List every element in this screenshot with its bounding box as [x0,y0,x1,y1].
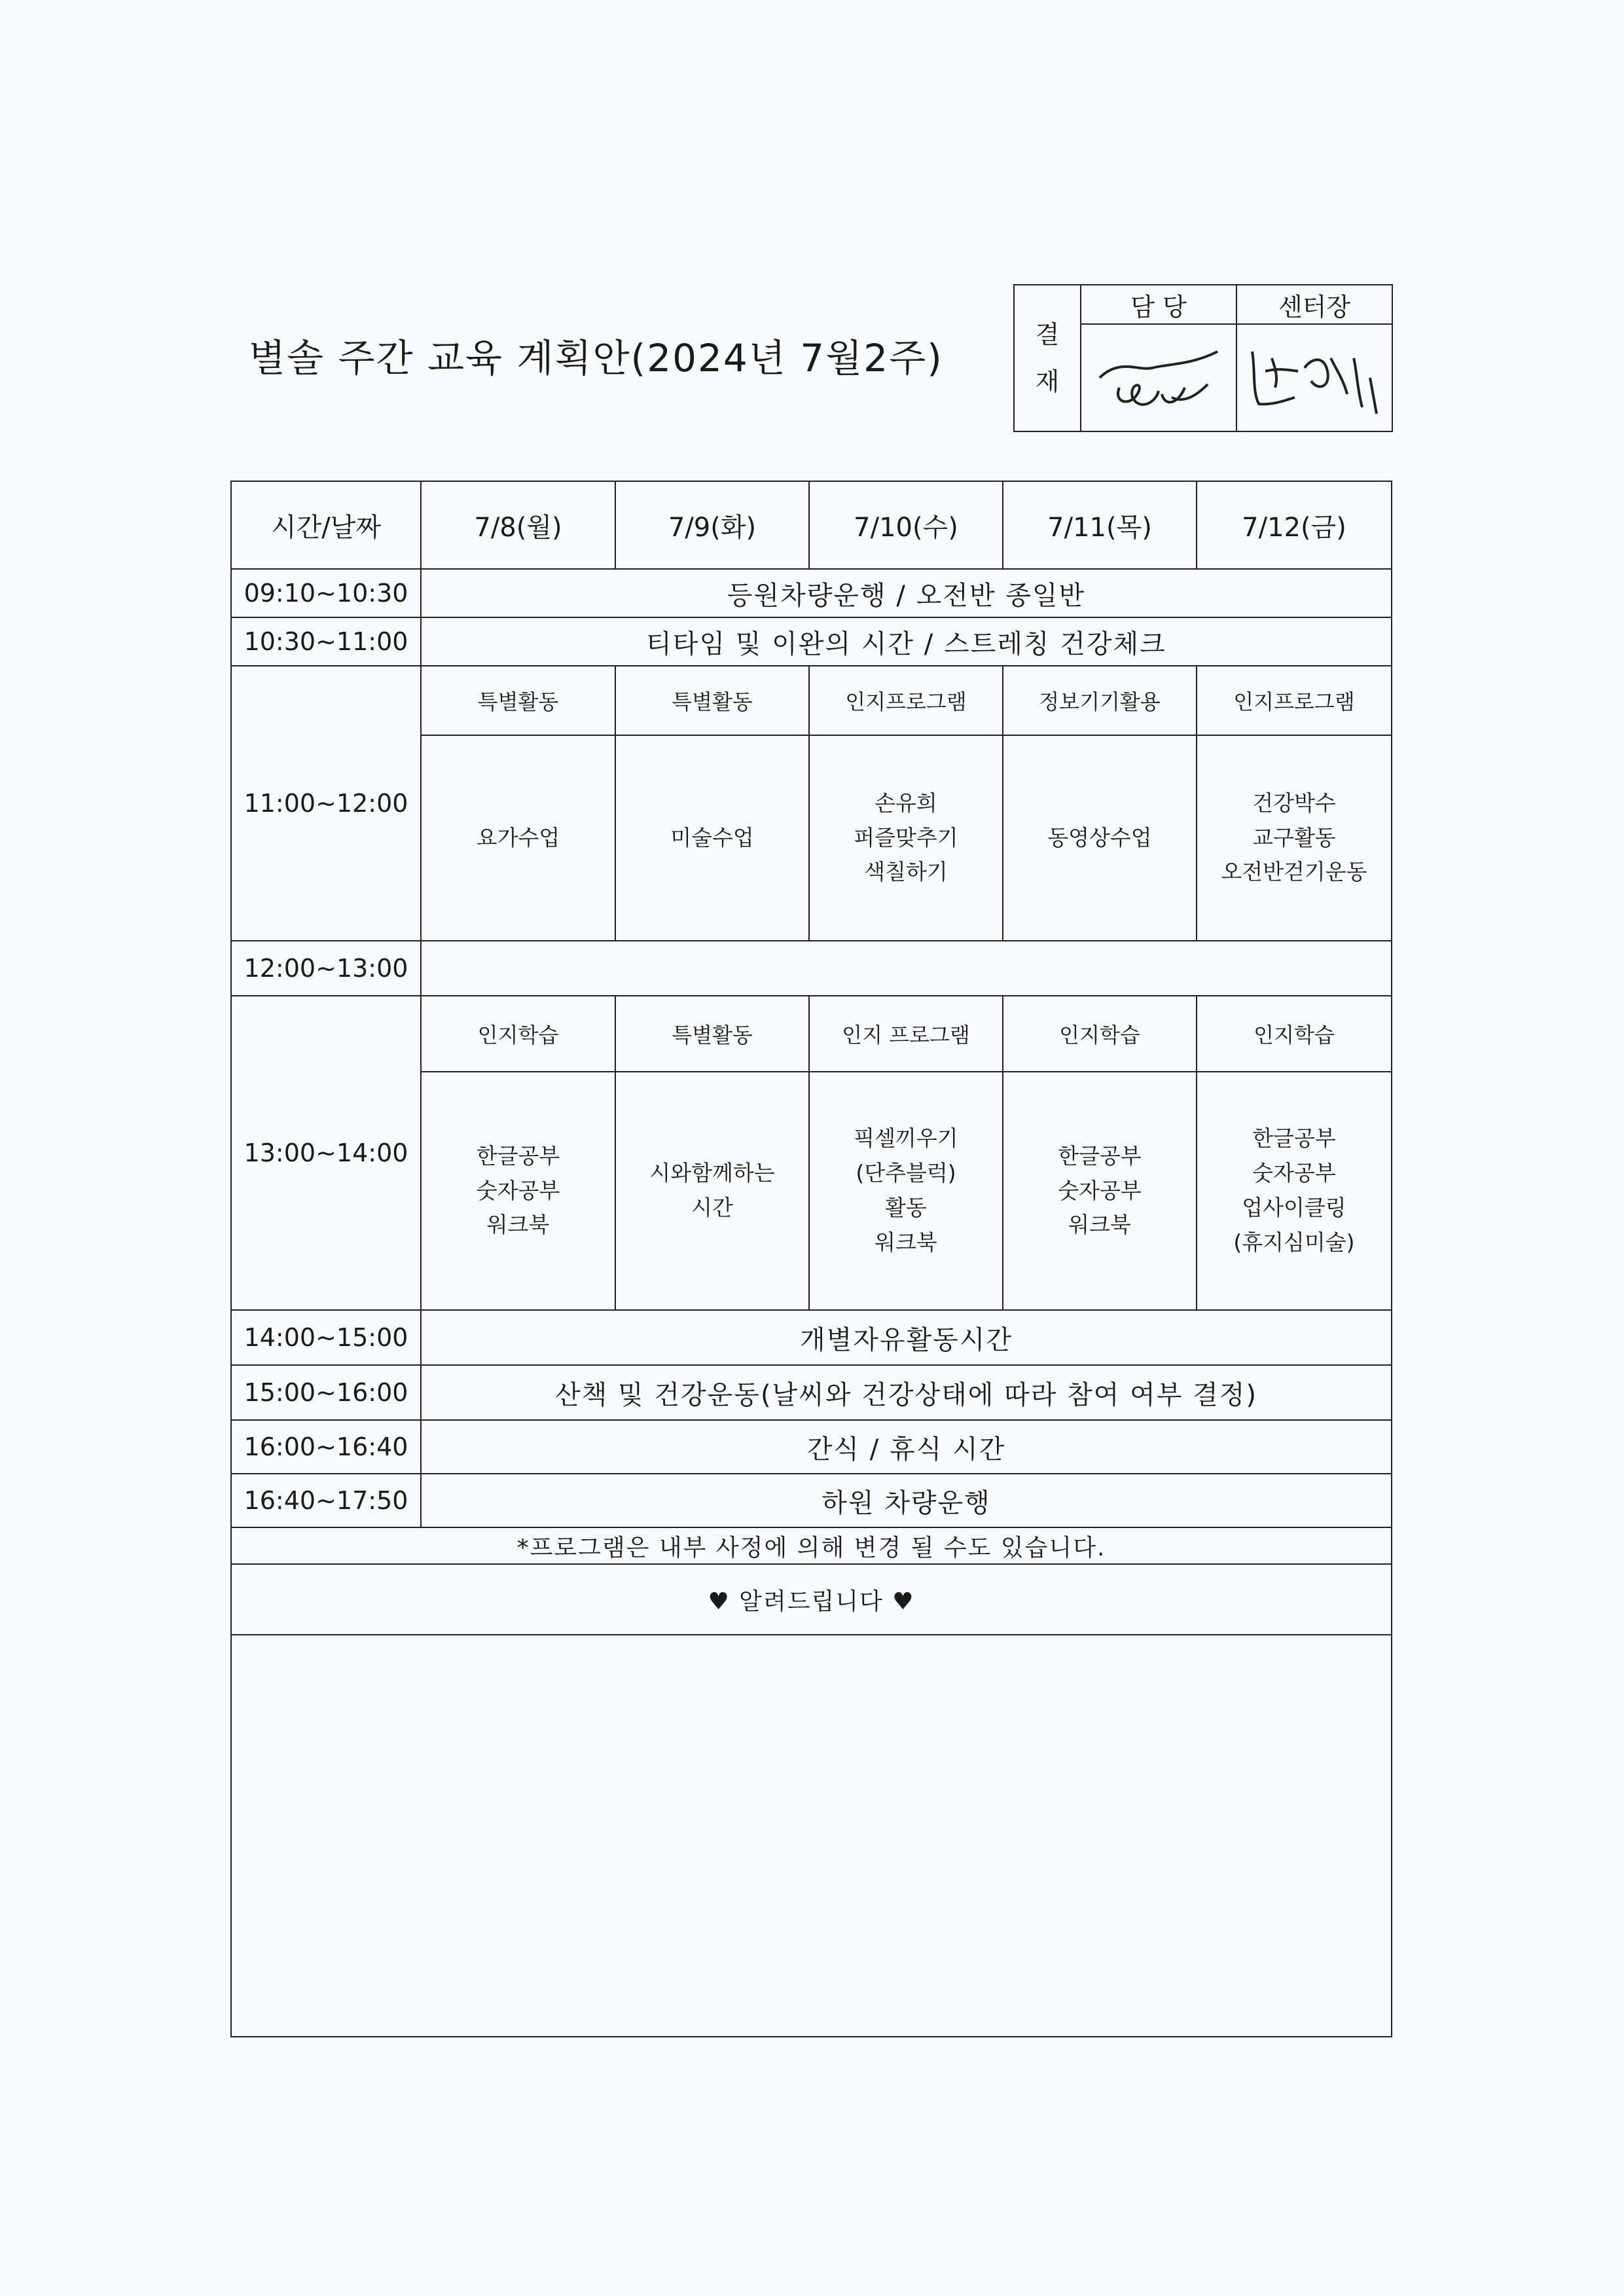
category-cell: 특별활동 [615,996,809,1072]
activity-cell [1197,735,1392,941]
change-note: *프로그램은 내부 사정에 의해 변경 될 수도 있습니다. [231,1527,1392,1564]
activity-line: 숫자공부 [1252,1160,1336,1186]
time-cell: 16:00~16:40 [231,1420,421,1474]
category-cell: 특별활동 [615,666,809,735]
activity-line: 숫자공부 [1058,1177,1142,1203]
activity-line: 시간 [691,1195,733,1220]
weekly-schedule-table [230,481,1392,2037]
category-cell: 인지학습 [1197,996,1392,1072]
activity-cell [809,735,1003,941]
activity-cell [421,941,1392,996]
page-title: 별솔 주간 교육 계획안(2024년 7월2주) [249,336,943,380]
activity-line: 오전반걷기운동 [1221,859,1367,885]
activity-line: 워크북 [1068,1212,1131,1238]
time-cell: 15:00~16:00 [231,1365,421,1420]
header-day-mon: 7/8(월) [421,481,615,569]
activity-line: 색칠하기 [864,859,948,885]
note-row [231,1527,1392,1564]
header-day-tue: 7/9(화) [615,481,809,569]
activity-line: 건강박수 [1252,790,1336,816]
category-cell: 인지학습 [421,996,615,1072]
category-cell: 인지프로그램 [1197,666,1392,735]
notice-body [231,1635,1392,2037]
row-1640 [231,1474,1392,1527]
notice-header-row [231,1564,1392,1635]
director-signature-drawing [1239,332,1390,424]
activity-cell [1003,1072,1197,1310]
activity-line: 한글공부 [1058,1142,1142,1169]
row-1030 [231,617,1392,666]
row-1100-categories [231,666,1392,735]
approval-label-bottom: 재 [1035,367,1060,396]
row-1200 [231,941,1392,996]
activity-line: 한글공부 [1252,1125,1336,1152]
activity-cell [1003,735,1197,941]
time-cell: 11:00~12:00 [231,666,421,941]
time-cell: 13:00~14:00 [231,996,421,1310]
director-signature [1236,324,1392,431]
category-cell: 정보기기활용 [1003,666,1197,735]
activity-cell [615,1072,809,1310]
activity-line: 숫자공부 [476,1177,560,1203]
category-cell: 인지프로그램 [809,666,1003,735]
heart-icon: ♥ [892,1588,915,1615]
category-cell: 특별활동 [421,666,615,735]
activity-line: 미술수업 [670,824,754,850]
activity-line: 업사이클링 [1242,1195,1346,1220]
time-cell: 09:10~10:30 [231,569,421,617]
activity-line: 워크북 [875,1229,937,1255]
activity-line: 요가수업 [476,824,560,850]
activity-cell: 간식 / 휴식 시간 [421,1420,1392,1474]
activity-cell [421,735,615,941]
notice-title: 알려드립니다 [739,1588,884,1615]
header-row [231,481,1392,569]
notice-header [231,1564,1392,1635]
activity-line: 시와함께하는 [649,1160,775,1186]
activity-cell: 하원 차량운행 [421,1474,1392,1527]
row-1400 [231,1310,1392,1365]
heart-icon: ♥ [708,1588,731,1615]
activity-line: 워크북 [486,1212,550,1238]
row-1300-categories [231,996,1392,1072]
category-cell: 인지 프로그램 [809,996,1003,1072]
row-1600 [231,1420,1392,1474]
activity-line: (휴지심미술) [1233,1229,1355,1255]
activity-cell [1197,1072,1392,1310]
approval-label-top: 결 [1035,319,1060,349]
time-cell: 10:30~11:00 [231,617,421,666]
activity-cell [421,1072,615,1310]
activity-cell: 산책 및 건강운동(날씨와 건강상태에 따라 참여 여부 결정) [421,1365,1392,1420]
activity-line: 교구활동 [1252,824,1336,850]
activity-line: 동영상수업 [1047,824,1152,850]
header-day-wed: 7/10(수) [809,481,1003,569]
manager-signature [1081,324,1236,431]
activity-line: 픽셀끼우기 [854,1125,958,1152]
header-corner: 시간/날짜 [231,481,421,569]
approval-col-director: 센터장 [1236,285,1392,324]
approval-col-manager: 담 당 [1081,285,1236,324]
approval-box [1013,284,1393,432]
time-cell: 14:00~15:00 [231,1310,421,1365]
activity-cell: 등원차량운행 / 오전반 종일반 [421,569,1392,617]
row-1500 [231,1365,1392,1420]
header-day-fri: 7/12(금) [1197,481,1392,569]
activity-line: 손유희 [875,790,937,816]
header-day-thu: 7/11(목) [1003,481,1197,569]
activity-cell: 티타임 및 이완의 시간 / 스트레칭 건강체크 [421,617,1392,666]
time-cell: 16:40~17:50 [231,1474,421,1527]
manager-signature-drawing [1093,332,1224,424]
category-cell: 인지학습 [1003,996,1197,1072]
time-cell: 12:00~13:00 [231,941,421,996]
approval-label [1014,285,1081,431]
row-0910 [231,569,1392,617]
activity-cell [809,1072,1003,1310]
activity-line: 한글공부 [476,1142,560,1169]
activity-line: (단추블럭) [856,1160,956,1186]
activity-cell [615,735,809,941]
activity-line: 퍼즐맞추기 [854,824,958,850]
activity-cell: 개별자유활동시간 [421,1310,1392,1365]
activity-line: 활동 [885,1195,927,1220]
notice-body-row [231,1635,1392,2037]
